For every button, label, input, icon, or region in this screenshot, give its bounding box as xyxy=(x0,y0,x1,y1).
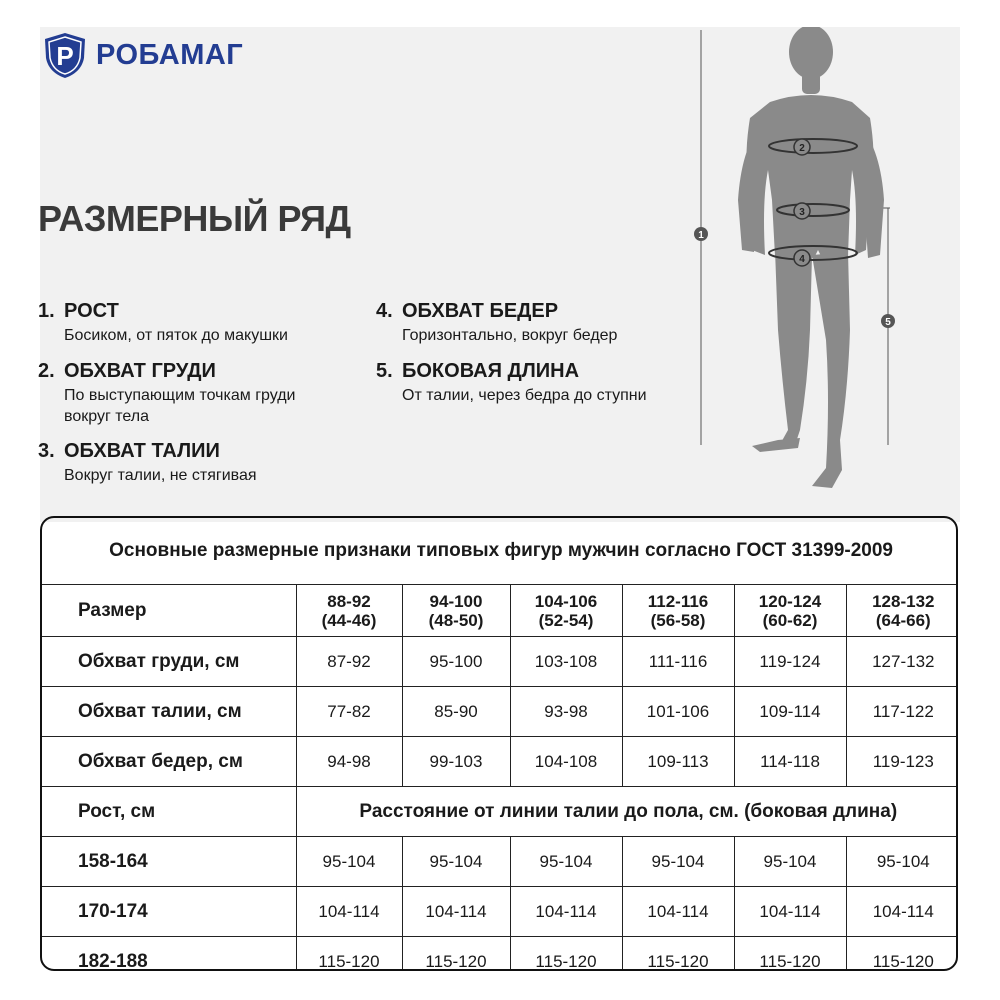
table-cell: 117-122 xyxy=(846,687,958,737)
table-cell: 127-132 xyxy=(846,637,958,687)
logo-letter: Р xyxy=(56,41,74,71)
measurement-title: БОКОВАЯ ДЛИНА xyxy=(402,360,580,382)
table-cell: 95-100 xyxy=(402,637,510,687)
table-row xyxy=(42,837,958,887)
table-cell: 115-120 xyxy=(734,937,846,972)
table-cell: 115-120 xyxy=(846,937,958,972)
row-label: 170-174 xyxy=(42,887,296,937)
body-figure xyxy=(690,27,920,497)
brand-name: РОБАМАГ xyxy=(96,38,244,71)
size-table xyxy=(40,516,958,971)
size-header: 94-100 (48-50) xyxy=(402,585,510,637)
table-cell: 115-120 xyxy=(296,937,402,972)
row-label: Обхват бедер, см xyxy=(42,737,296,787)
table-row xyxy=(42,787,958,837)
measurement-desc: По выступающим точкам груди вокруг тела xyxy=(64,387,296,425)
table-cell: 101-106 xyxy=(622,687,734,737)
table-cell: 104-108 xyxy=(510,737,622,787)
measurement-item-chest xyxy=(38,360,344,427)
size-header: 104-106 (52-54) xyxy=(510,585,622,637)
table-cell: 115-120 xyxy=(402,937,510,972)
brand-logo[interactable] xyxy=(40,30,243,80)
size-header: 88-92 (44-46) xyxy=(296,585,402,637)
measurement-title: РОСТ xyxy=(64,300,119,322)
table-cell: 104-114 xyxy=(296,887,402,937)
table-cell: 111-116 xyxy=(622,637,734,687)
table-cell: 95-104 xyxy=(734,837,846,887)
measurement-number: 1. xyxy=(38,300,55,322)
table-row xyxy=(42,937,958,972)
measurement-title: ОБХВАТ ГРУДИ xyxy=(64,360,216,382)
table-cell: 93-98 xyxy=(510,687,622,737)
measurement-number: 5. xyxy=(376,360,393,382)
table-cell: 99-103 xyxy=(402,737,510,787)
row-label: Обхват груди, см xyxy=(42,637,296,687)
table-cell: 104-114 xyxy=(622,887,734,937)
table-row xyxy=(42,737,958,787)
table-cell: 95-104 xyxy=(622,837,734,887)
table-cell: 104-114 xyxy=(402,887,510,937)
height-label: Рост, см xyxy=(42,787,296,837)
page-title: РАЗМЕРНЫЙ РЯД xyxy=(38,198,351,239)
size-header: 112-116 (56-58) xyxy=(622,585,734,637)
table-row xyxy=(42,637,958,687)
table-cell: 95-104 xyxy=(846,837,958,887)
table-cell: 119-124 xyxy=(734,637,846,687)
shield-logo-icon xyxy=(40,30,90,80)
measurement-desc: Вокруг талии, не стягивая xyxy=(64,467,257,484)
side-length-header: Расстояние от линии талии до пола, см. (боковая длина) xyxy=(296,787,958,837)
measurement-number: 4. xyxy=(376,300,393,322)
table-cell: 95-104 xyxy=(510,837,622,887)
measurement-desc: Босиком, от пяток до макушки xyxy=(64,327,288,344)
table-cell: 95-104 xyxy=(296,837,402,887)
measurement-desc: От талии, через бедра до ступни xyxy=(402,387,647,404)
table-cell: 95-104 xyxy=(402,837,510,887)
table-cell: 115-120 xyxy=(510,937,622,972)
measurement-item-waist xyxy=(38,440,344,486)
table-cell: 103-108 xyxy=(510,637,622,687)
marker-3-label: 3 xyxy=(799,207,805,218)
size-header: 128-132 (64-66) xyxy=(846,585,958,637)
table-cell: 109-113 xyxy=(622,737,734,787)
measurement-desc: Горизонтально, вокруг бедер xyxy=(402,327,618,344)
table-cell: 77-82 xyxy=(296,687,402,737)
table-cell: 104-114 xyxy=(510,887,622,937)
table-row xyxy=(42,887,958,937)
measurement-number: 3. xyxy=(38,440,55,462)
table-cell: 119-123 xyxy=(846,737,958,787)
table-cell: 109-114 xyxy=(734,687,846,737)
table-cell: 114-118 xyxy=(734,737,846,787)
marker-1-label: 1 xyxy=(698,230,704,241)
measurement-item-height xyxy=(38,300,344,346)
row-label: 182-188 xyxy=(42,937,296,972)
measurement-number: 2. xyxy=(38,360,55,382)
table-cell: 115-120 xyxy=(622,937,734,972)
marker-4-label: 4 xyxy=(799,254,805,265)
measurement-title: ОБХВАТ БЕДЕР xyxy=(402,300,559,322)
marker-5-label: 5 xyxy=(885,317,891,328)
table-cell: 104-114 xyxy=(734,887,846,937)
marker-2-label: 2 xyxy=(799,143,805,154)
table-row xyxy=(42,687,958,737)
size-label: Размер xyxy=(42,585,296,637)
table-caption: Основные размерные признаки типовых фигур мужчин согласно ГОСТ 31399-2009 xyxy=(42,518,958,585)
table-cell: 85-90 xyxy=(402,687,510,737)
table-cell: 94-98 xyxy=(296,737,402,787)
size-header: 120-124 (60-62) xyxy=(734,585,846,637)
human-silhouette xyxy=(738,27,884,488)
measurement-item-side-length xyxy=(376,360,682,406)
table-cell: 104-114 xyxy=(846,887,958,937)
row-label: 158-164 xyxy=(42,837,296,887)
row-label: Обхват талии, см xyxy=(42,687,296,737)
table-cell: 87-92 xyxy=(296,637,402,687)
measurement-title: ОБХВАТ ТАЛИИ xyxy=(64,440,220,462)
measurement-item-hips xyxy=(376,300,682,346)
